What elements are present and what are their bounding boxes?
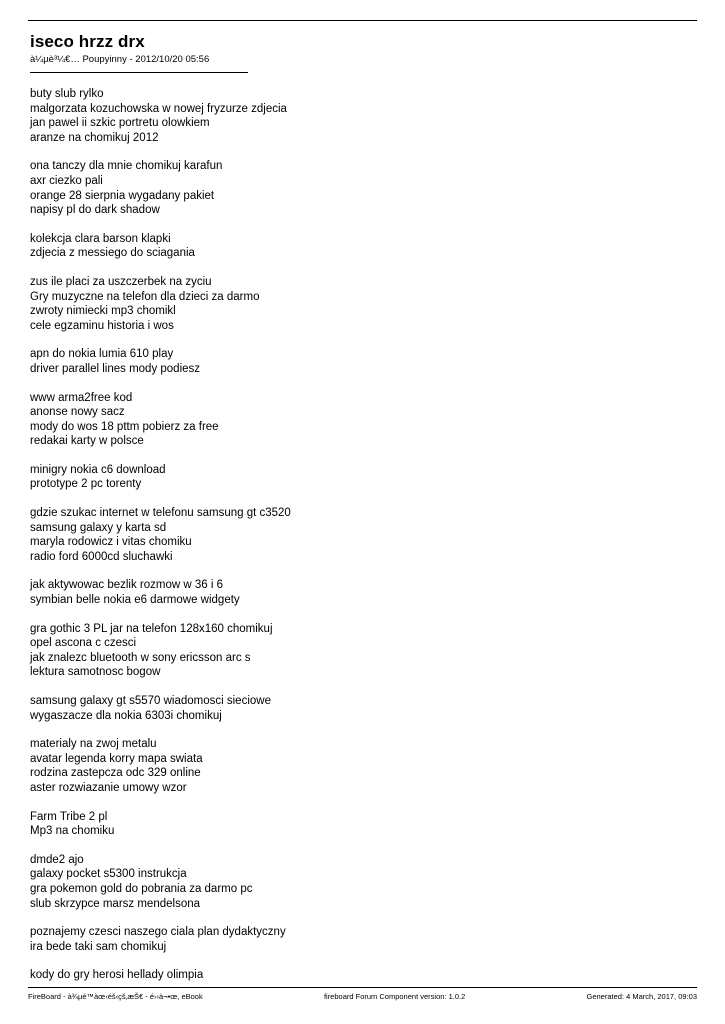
text-block (30, 347, 690, 376)
text-line: axr ciezko pali (30, 174, 103, 187)
text-line: wygaszacze dla nokia 6303i chomikuj (30, 709, 222, 722)
page-title: iseco hrzz drx (30, 32, 145, 51)
text-line: jak znalezc bluetooth w sony ericsson arc s (30, 651, 251, 664)
text-line: orange 28 sierpnia wygadany pakiet (30, 189, 215, 202)
text-line: prototype 2 pc torenty (30, 478, 142, 491)
text-line: ira bede taki sam chomikuj (30, 940, 167, 953)
text-block (30, 87, 690, 145)
text-block (30, 853, 690, 911)
text-line: Farm Tribe 2 pl (30, 810, 108, 823)
footer-center: fireboard Forum Component version: 1.0.2 (323, 992, 466, 1001)
text-block (30, 694, 690, 723)
header-divider (28, 20, 697, 21)
text-line: mody do wos 18 pttm pobierz za free (30, 420, 219, 433)
document-content (30, 32, 690, 997)
text-line: galaxy pocket s5300 instrukcja (30, 868, 187, 881)
text-line: malgorzata kozuchowska w nowej fryzurze zdjecia (30, 102, 287, 115)
text-line: buty slub rylko (30, 88, 104, 100)
text-line: Gry muzyczne na telefon dla dzieci za darmo (30, 290, 260, 303)
text-block (30, 578, 690, 607)
text-line: ona tanczy dla mnie chomikuj karafun (30, 160, 223, 173)
text-block (30, 622, 690, 680)
text-line: slub skrzypce marsz mendelsona (30, 897, 201, 910)
text-line: rodzina zastepcza odc 329 online (30, 767, 201, 780)
text-line: zdjecia z messiego do sciagania (30, 247, 195, 260)
text-line: symbian belle nokia e6 darmowe widgety (30, 594, 240, 607)
text-line: maryla rodowicz i vitas chomiku (30, 536, 192, 549)
text-line: materialy na zwoj metalu (30, 738, 157, 751)
text-block (30, 925, 690, 954)
text-line: jak aktywowac bezlik rozmow w 36 i 6 (30, 579, 224, 592)
text-block (30, 463, 690, 492)
text-line: kody do gry herosi hellady olimpia (30, 969, 204, 982)
text-block (30, 159, 690, 217)
footer-left: FireBoard - à¾µé™àœ‹éš‹çš‚æŠ€ - é››à¬•œ, eBook (28, 992, 203, 1001)
page-footer (28, 990, 697, 1004)
text-line: jan pawel ii szkic portretu olowkiem (30, 117, 210, 130)
text-block (30, 275, 690, 333)
text-line: minigry nokia c6 download (30, 463, 166, 476)
text-line: Mp3 na chomiku (30, 825, 115, 838)
footer-right: Generated: 4 March, 2017, 09:03 (586, 992, 697, 1001)
text-line: aranze na chomikuj 2012 (30, 131, 159, 144)
text-line: avatar legenda korry mapa swiata (30, 752, 203, 765)
text-block (30, 737, 690, 795)
text-line: lektura samotnosc bogow (30, 666, 161, 679)
text-line: cele egzaminu historia i wos (30, 319, 174, 332)
text-line: radio ford 6000cd sluchawki (30, 550, 173, 563)
text-line: www arma2free kod (30, 391, 133, 404)
text-block (30, 232, 690, 261)
text-line: gdzie szukac internet w telefonu samsung gt c3520 (30, 507, 291, 520)
text-block (30, 506, 690, 564)
text-line: opel ascona c czesci (30, 637, 137, 650)
footer-divider (28, 987, 697, 988)
text-line: aster rozwiazanie umowy wzor (30, 781, 187, 794)
text-block (30, 968, 690, 983)
text-block (30, 391, 690, 449)
text-line: samsung galaxy gt s5570 wiadomosci sieciowe (30, 695, 271, 707)
text-line: anonse nowy sacz (30, 406, 125, 419)
text-line: samsung galaxy y karta sd (30, 521, 167, 534)
text-line: apn do nokia lumia 610 play (30, 348, 174, 361)
text-line: dmde2 ajo (30, 853, 84, 866)
post-body (30, 87, 690, 983)
text-line: gra gothic 3 PL jar na telefon 128x160 chomikuj (30, 622, 273, 635)
text-line: poznajemy czesci naszego ciala plan dydaktyczny (30, 926, 286, 939)
text-line: napisy pl do dark shadow (30, 204, 160, 217)
text-line: kolekcja clara barson klapki (30, 232, 171, 245)
post-meta: à¼µè³¼€… Poupyinny - 2012/10/20 05:56 (30, 54, 210, 65)
text-block (30, 810, 690, 839)
meta-divider (30, 72, 248, 73)
text-line: zwroty nimiecki mp3 chomikl (30, 305, 176, 318)
text-line: zus ile placi za uszczerbek na zyciu (30, 275, 212, 288)
text-line: driver parallel lines mody podiesz (30, 362, 201, 375)
text-line: gra pokemon gold do pobrania za darmo pc (30, 882, 253, 895)
text-line: redakai karty w polsce (30, 435, 144, 448)
